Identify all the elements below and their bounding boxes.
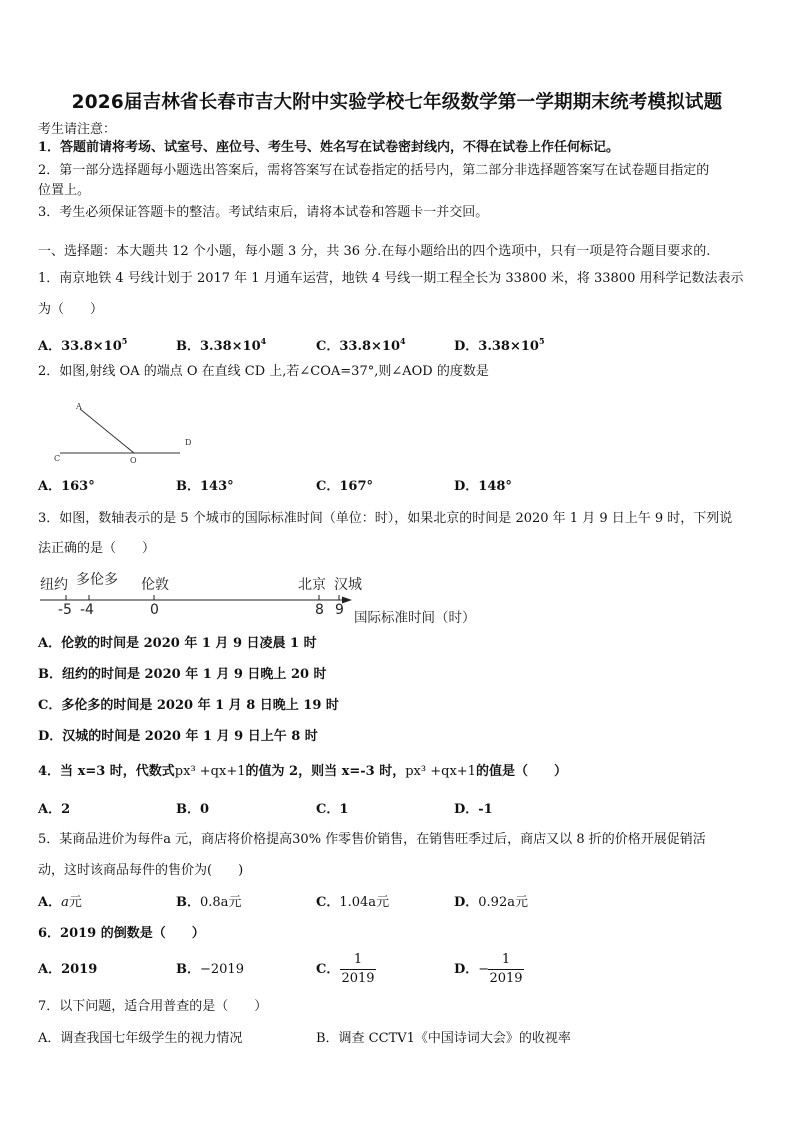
q6-option-c-fraction: 1 2019 <box>341 952 375 986</box>
q4-option-b: B．0 <box>176 802 210 817</box>
notice-heading: 考生请注意： <box>38 122 117 137</box>
value-beijing: 8 <box>315 602 324 618</box>
q2-option-c: C．167° <box>316 479 373 494</box>
q2-stem: 2．如图,射线 OA 的端点 O 在直线 CD 上,若∠COA=37°,则∠AOD 的度数是 <box>38 364 489 379</box>
notice-item-2-cont: 位置上。 <box>38 183 91 198</box>
q3-stem: 3．如图，数轴表示的是 5 个城市的国际标准时间（单位：时），如果北京的时间是 2020 年 1 月 9 日上午 9 时，下列说 <box>38 511 733 526</box>
q3-option-a: A．伦敦的时间是 2020 年 1 月 9 日凌晨 1 时 <box>38 636 317 651</box>
q5-option-d: D．0.92a元 <box>454 895 528 910</box>
q7-option-a: A．调查我国七年级学生的视力情况 <box>38 1031 243 1046</box>
q4-stem: 4．当 x=3 时，代数式px³ +qx+1的值为 2，则当 x=-3 时，px³ +qx+1的值是（ ） <box>38 764 567 779</box>
city-london: 伦敦 <box>141 577 169 593</box>
point-c-label: C <box>54 454 61 463</box>
q6-option-b: B．−2019 <box>176 962 244 977</box>
q7-stem: 7．以下问题，适合用普查的是（ ） <box>38 999 268 1014</box>
q5-stem: 5．某商品进价为每件a 元，商店将价格提高30% 作零售价销售，在销售旺季过后，商店又以 8 折的价格开展促销活 <box>38 832 706 847</box>
point-d-label: D <box>185 438 192 447</box>
q5-stem-cont: 动，这时该商品每件的售价为( ) <box>38 863 244 878</box>
section-heading: 一、选择题：本大题共 12 个小题，每小题 3 分，共 36 分.在每小题给出的四个选项中，只有一项是符合题目要求的. <box>38 244 711 259</box>
q6-option-c-label: C． <box>316 962 340 977</box>
angle-diagram <box>48 400 198 466</box>
q5-option-c: C．1.04a元 <box>316 895 390 910</box>
q2-option-d: D．148° <box>454 479 512 494</box>
q1-option-b: B．$3.38\times 10^4$ <box>176 336 267 354</box>
q1-stem-cont: 为（ ） <box>38 302 104 317</box>
value-seoul: 9 <box>335 602 344 618</box>
q7-option-b: B．调查 CCTV1《中国诗词大会》的收视率 <box>316 1031 571 1046</box>
q1-stem: 1．南京地铁 4 号线计划于 2017 年 1 月通车运营，地铁 4 号线一期工程全长为 33800 米，将 33800 用科学记数法表示 <box>38 271 744 286</box>
q2-option-a: A．163° <box>38 479 95 494</box>
value-toronto: -4 <box>80 602 94 618</box>
q3-option-c: C．多伦多的时间是 2020 年 1 月 8 日晚上 19 时 <box>38 698 339 713</box>
point-a-label: A <box>76 402 82 411</box>
q6-option-d-fraction: 1 2019 <box>489 952 523 986</box>
q1-option-a: A．$33.8\times 10^5$ <box>38 336 128 354</box>
city-toronto: 多伦多 <box>76 572 118 588</box>
q6-stem: 6．2019 的倒数是（ ） <box>38 926 205 941</box>
axis-label: 国际标准时间（时） <box>354 610 476 626</box>
q4-option-d: D．-1 <box>454 802 493 817</box>
notice-item-3: 3．考生必须保证答题卡的整洁。考试结束后，请将本试卷和答题卡一并交回。 <box>38 205 489 220</box>
ray-oa <box>80 409 134 453</box>
q3-number-line <box>36 566 496 630</box>
q4-expr-1: px³ +qx+1 <box>174 764 246 779</box>
q3-option-b: B．纽约的时间是 2020 年 1 月 9 日晚上 20 时 <box>38 667 327 682</box>
q1-option-d: D．$3.38\times 10^5$ <box>454 336 545 354</box>
q5-option-b: B．0.8a元 <box>176 895 242 910</box>
city-newyork: 纽约 <box>40 577 68 593</box>
q1-option-c: C．$33.8\times 10^4$ <box>316 336 406 354</box>
q4-option-a: A．2 <box>38 802 71 817</box>
page-title: 2026届吉林省长春市吉大附中实验学校七年级数学第一学期期末统考模拟试题 <box>71 92 723 113</box>
city-seoul: 汉城 <box>334 577 362 593</box>
notice-item-2: 2．第一部分选择题每小题选出答案后，需将答案写在试卷指定的括号内，第二部分非选择题答案写在试卷题目指定的 <box>38 163 710 178</box>
q2-figure <box>48 400 198 466</box>
q3-stem-cont: 法正确的是（ ） <box>38 541 156 556</box>
q4-expr-2: px³ +qx+1 <box>405 764 476 779</box>
q2-option-b: B．143° <box>176 479 234 494</box>
q6-option-a: A．2019 <box>38 962 98 977</box>
value-london: 0 <box>150 602 159 618</box>
q6-option-d-label: D．− <box>454 962 490 977</box>
notice-item-1: 1．答题前请将考场、试室号、座位号、考生号、姓名写在试卷密封线内，不得在试卷上作任何标记。 <box>38 140 620 155</box>
point-o-label: O <box>130 456 137 465</box>
city-beijing: 北京 <box>298 577 326 593</box>
q5-option-a: A．a元 <box>38 895 82 910</box>
q4-option-c: C．1 <box>316 802 349 817</box>
q3-option-d: D．汉城的时间是 2020 年 1 月 9 日上午 8 时 <box>38 729 318 744</box>
value-newyork: -5 <box>58 602 72 618</box>
